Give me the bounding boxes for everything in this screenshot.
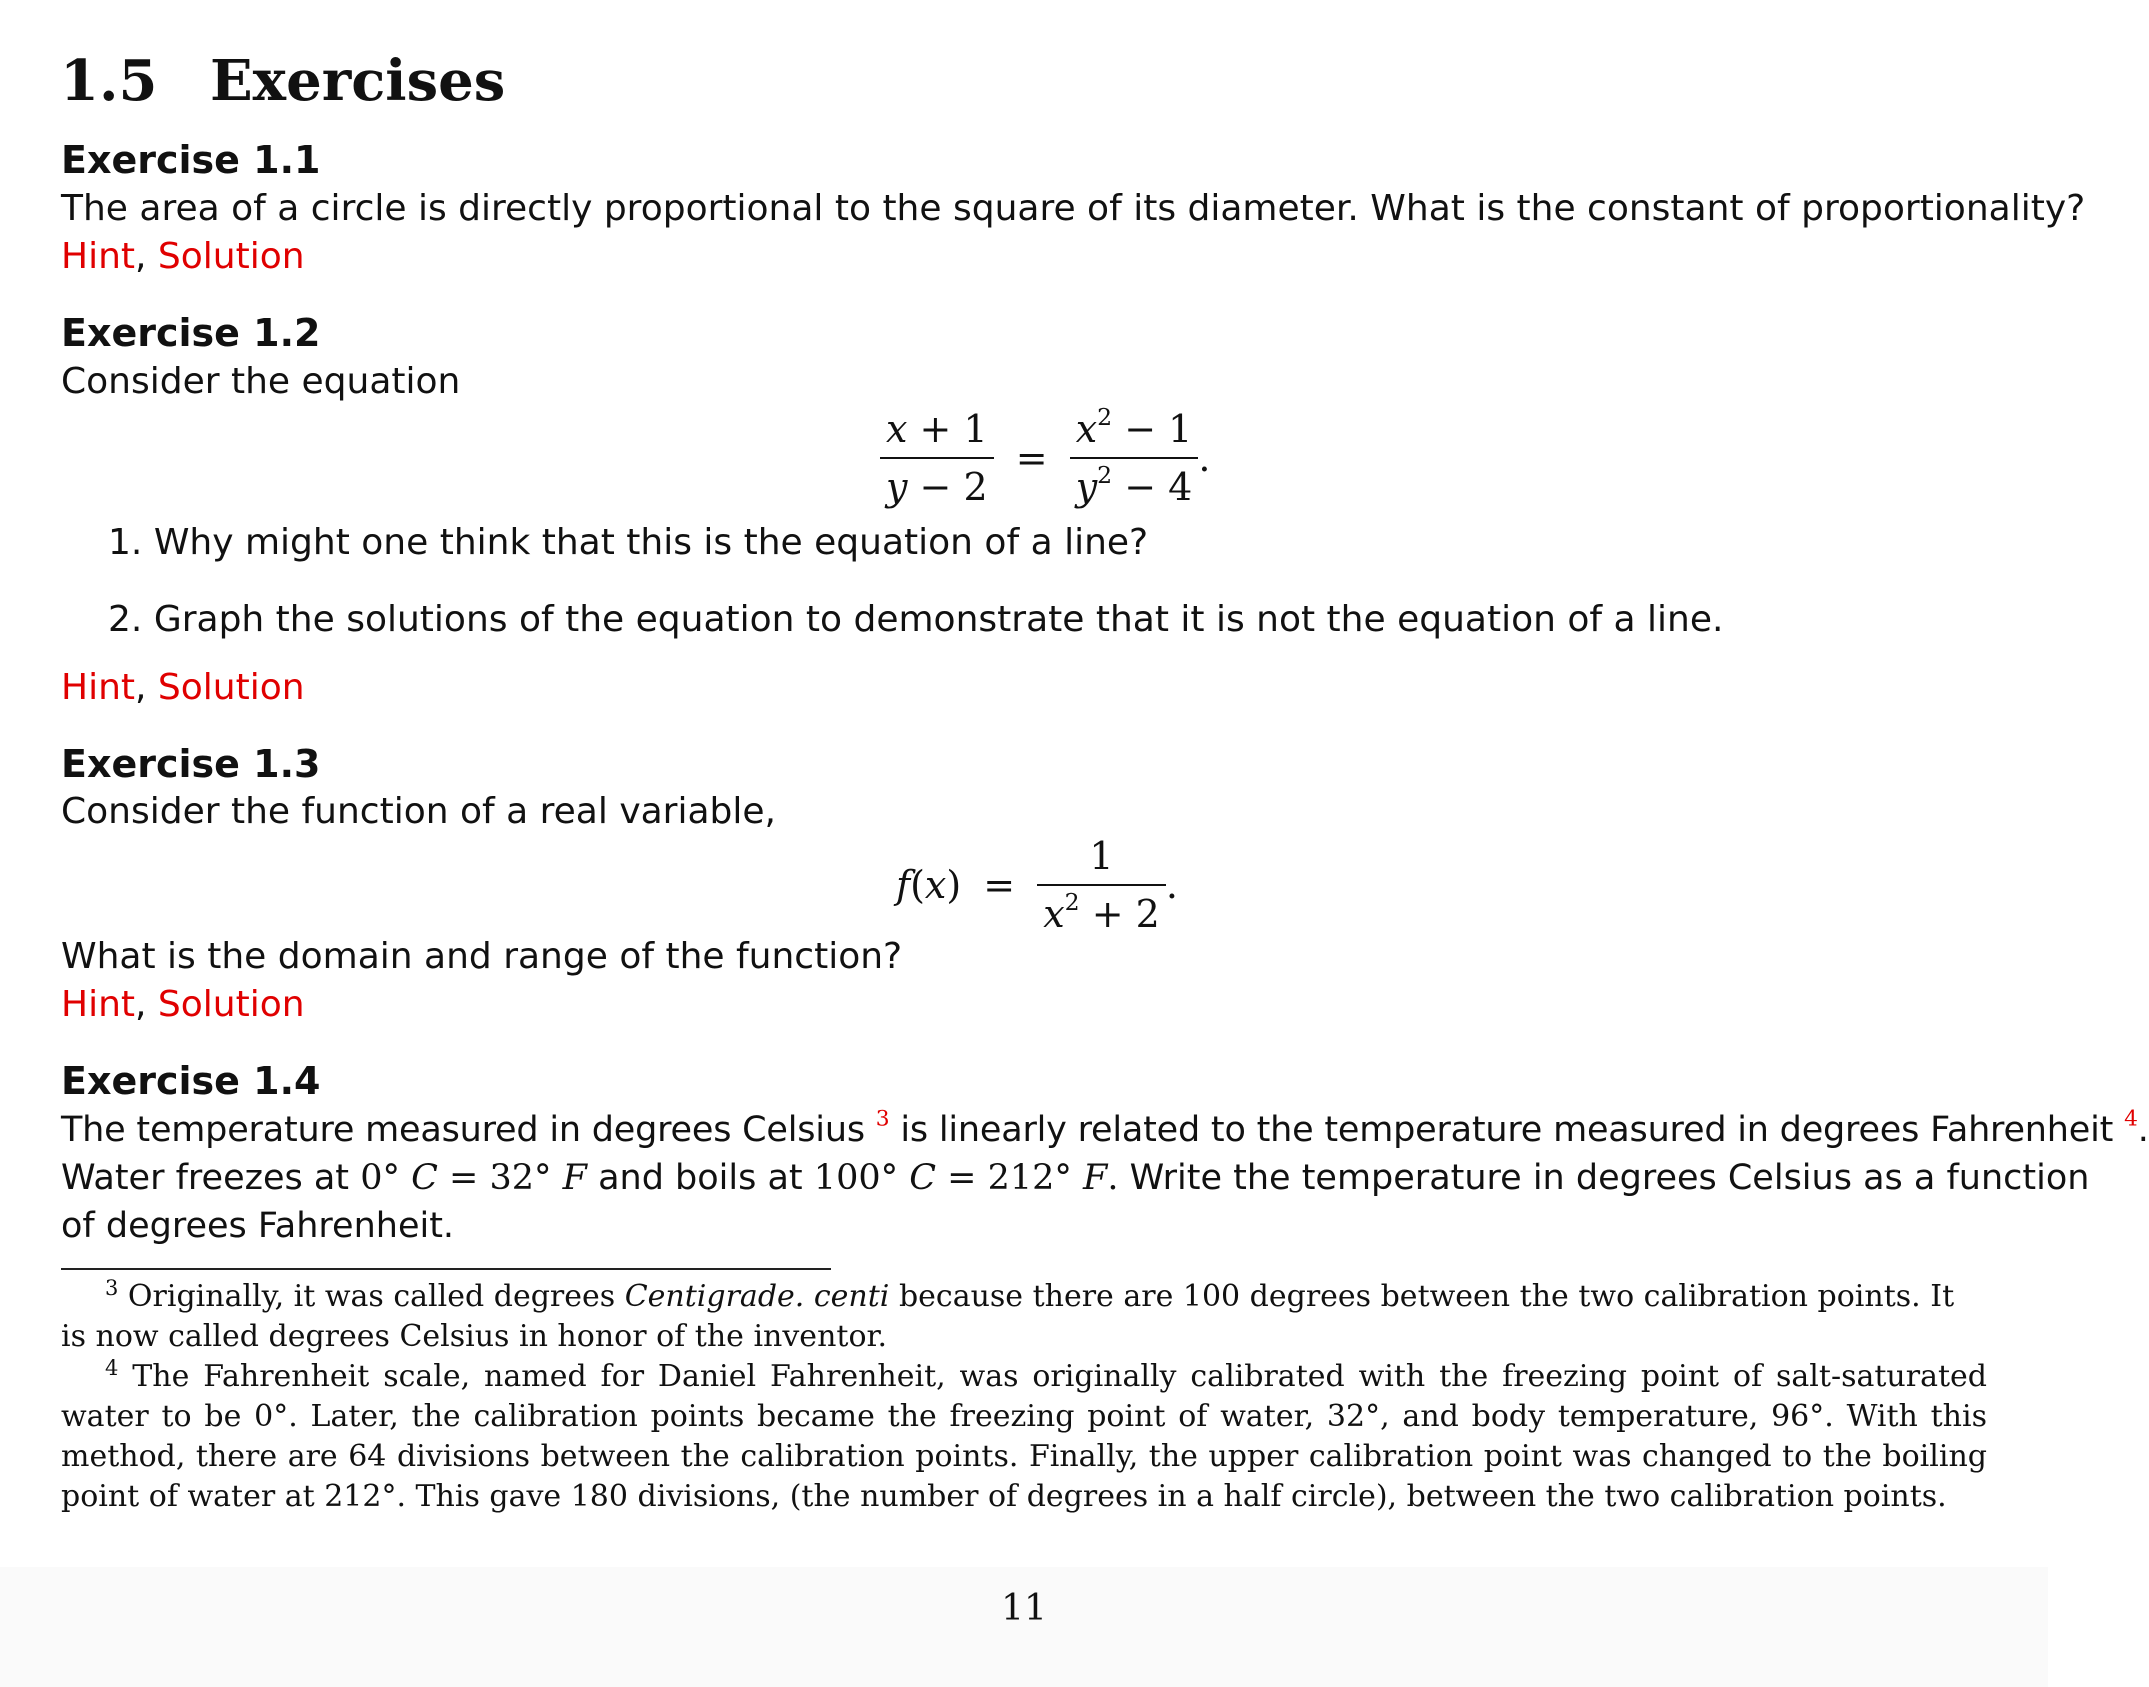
link-separator: , bbox=[135, 667, 147, 708]
section-number: 1.5 bbox=[60, 48, 158, 114]
footnote-rule bbox=[61, 1268, 831, 1270]
exercise-1-2-links bbox=[61, 664, 305, 712]
exercise-1-4-line-3: of degrees Fahrenheit. bbox=[61, 1206, 455, 1246]
exercise-1-3-links bbox=[61, 981, 305, 1029]
footnote-text: Originally, it was called degrees bbox=[127, 1279, 616, 1314]
math-freeze: 0° C = 32° F bbox=[360, 1158, 587, 1198]
exercise-1-1-text: The area of a circle is directly proportional to the square of its diameter. What is the constant of proportionality? bbox=[61, 188, 2086, 229]
link-separator: , bbox=[135, 984, 147, 1025]
link-separator: , bbox=[135, 236, 147, 277]
exercise-1-2-heading: Exercise 1.2 bbox=[61, 311, 321, 355]
footnote-emphasis: centi bbox=[813, 1279, 890, 1314]
hint-link[interactable]: Hint bbox=[61, 984, 136, 1025]
footnote-ref-4[interactable]: 4 bbox=[2124, 1106, 2138, 1132]
paragraph-text: and boils at bbox=[598, 1158, 803, 1198]
hint-link[interactable]: Hint bbox=[61, 236, 136, 277]
exercise-1-4-heading: Exercise 1.4 bbox=[61, 1059, 321, 1103]
list-item-number: 2. bbox=[108, 599, 143, 640]
list-item-text: Graph the solutions of the equation to demonstrate that it is not the equation of a line. bbox=[153, 599, 1724, 640]
exercise-1-3-question: What is the domain and range of the function? bbox=[61, 936, 903, 977]
exercise-1-1-links bbox=[61, 233, 305, 281]
fraction-left: $\frac{x + 1}{y - 2}$ bbox=[880, 405, 994, 511]
exercise-1-2-intro: Consider the equation bbox=[61, 361, 461, 402]
exercise-1-3-intro: Consider the function of a real variable, bbox=[61, 791, 776, 832]
paragraph-text: is linearly related to the temperature measured in degrees Fahrenheit bbox=[900, 1110, 2114, 1150]
section-title bbox=[60, 46, 505, 116]
list-item bbox=[108, 596, 1723, 644]
footnote-mark: 4 bbox=[105, 1356, 119, 1380]
exercise-1-3-heading: Exercise 1.3 bbox=[61, 742, 321, 786]
exercise-1-4-line-1: The temperature measured in degrees Celsius $^3$ is linearly related to the temperature measured in degrees Fahrenheit $^4$. bbox=[61, 1106, 2149, 1150]
footnote-3 bbox=[61, 1277, 1987, 1357]
list-item-number: 1. bbox=[108, 522, 143, 563]
equation-1-3: f(x) = $\frac{1}{x^2 + 2}$ . bbox=[896, 834, 1178, 936]
section-title-text: Exercises bbox=[210, 48, 506, 114]
equation-1-2: $\frac{x + 1}{y - 2}$ = $\frac{x^2 - 1}{y^2 - 4}$ . bbox=[880, 405, 1210, 511]
paragraph-text: Write the temperature in degrees Celsius as a function bbox=[1129, 1158, 2090, 1198]
solution-link[interactable]: Solution bbox=[157, 236, 305, 277]
footnote-emphasis: Centigrade. bbox=[624, 1279, 805, 1314]
hint-link[interactable]: Hint bbox=[61, 667, 136, 708]
exercise-1-4-line-2 bbox=[61, 1154, 2089, 1202]
paragraph-text: Water freezes at bbox=[61, 1158, 350, 1198]
list-item-text: Why might one think that this is the equation of a line? bbox=[153, 522, 1149, 563]
footnote-ref-3[interactable]: 3 bbox=[875, 1106, 890, 1132]
exercise-1-1-heading: Exercise 1.1 bbox=[61, 138, 321, 182]
solution-link[interactable]: Solution bbox=[157, 984, 305, 1025]
fraction-right: $\frac{x^2 - 1}{y^2 - 4}$ bbox=[1070, 405, 1199, 511]
list-item bbox=[108, 519, 1148, 567]
solution-link[interactable]: Solution bbox=[157, 667, 305, 708]
page-number: 11 bbox=[1001, 1588, 1047, 1629]
footnote-mark: 3 bbox=[105, 1276, 119, 1300]
math-boil: 100° C = 212° F. bbox=[813, 1158, 1119, 1198]
fraction-function: $\frac{1}{x^2 + 2}$ bbox=[1037, 832, 1166, 938]
footnote-4 bbox=[61, 1357, 1987, 1517]
footnote-text: because there are 100 degrees between the two calibration points. It is now called degrees Celsius in honor of the inventor. bbox=[61, 1279, 1955, 1354]
footnote-text: The Fahrenheit scale, named for Daniel Fahrenheit, was originally calibrated with the freezing point of salt-saturated water to be 0°. Later, the calibration points became the freezing point of water, 32°, and body temperature, 96°. With this method, there are 64 divisions between the calibration points. Finally, the upper calibration point was changed to the boiling point of water at 212°. This gave 180 divisions, (the number of degrees in a half circle), between the two calibration points. bbox=[61, 1359, 1987, 1514]
paragraph-text: The temperature measured in degrees Celsius bbox=[61, 1110, 865, 1150]
